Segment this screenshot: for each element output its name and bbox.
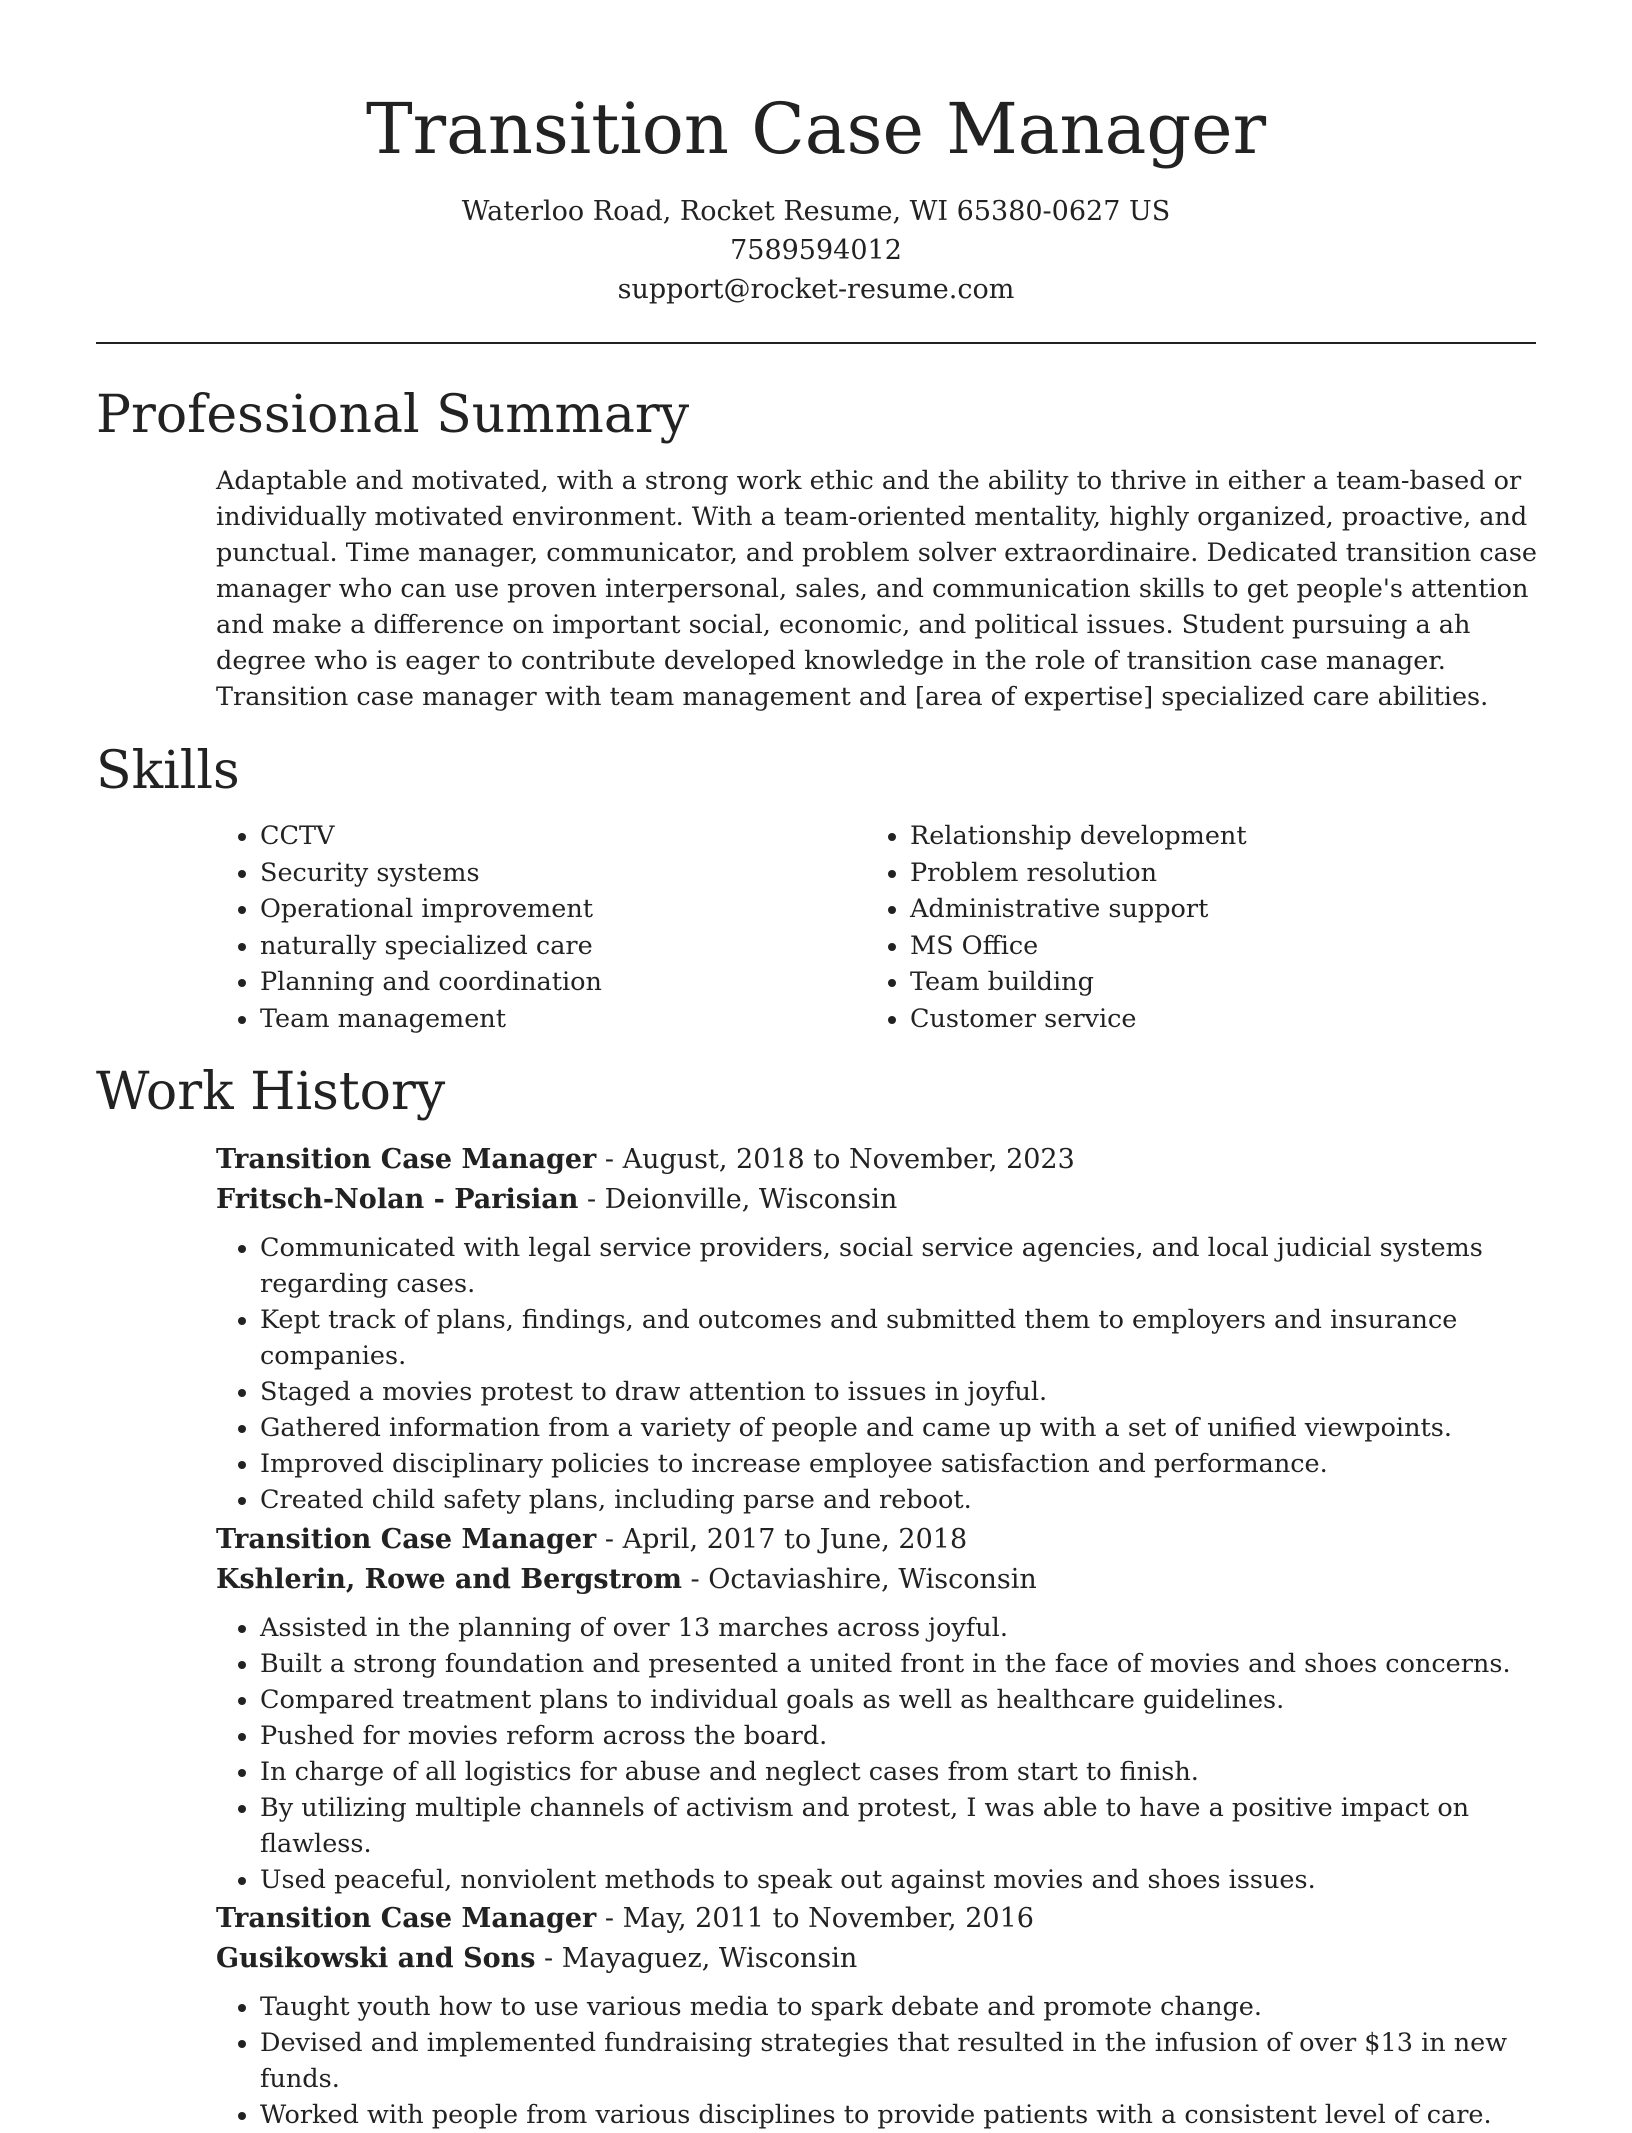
job-bullet: • Kept track of plans, findings, and outcomes and submitted them to employers and insurance companies. <box>260 1302 1538 1374</box>
work-history-heading: Work History <box>96 1062 446 1122</box>
job-company-line <box>216 1939 1538 1979</box>
skill-item: • Administrative support <box>910 891 1247 928</box>
resume-header <box>0 84 1632 309</box>
job-bullet: • Gathered information from a variety of people and came up with a set of unified viewpoints. <box>260 1410 1538 1446</box>
skill-item: • Planning and coordination <box>260 964 602 1001</box>
skills-list-left <box>216 818 602 1037</box>
job-company: Kshlerin, Rowe and Bergstrom <box>216 1564 682 1595</box>
job-title: Transition Case Manager <box>216 1144 597 1175</box>
job-company-line <box>216 1180 1538 1220</box>
job-entry <box>216 1140 1538 1518</box>
job-location: Mayaguez, Wisconsin <box>561 1943 858 1974</box>
job-entry <box>216 1899 1538 2133</box>
skill-item: • Team management <box>260 1001 602 1038</box>
dash-separator: - <box>690 1564 709 1595</box>
skills-heading: Skills <box>96 741 240 801</box>
job-location: Octaviashire, Wisconsin <box>708 1564 1037 1595</box>
skill-item: • Team building <box>910 964 1247 1001</box>
job-bullet: • Communicated with legal service providers, social service agencies, and local judicial systems regarding cases. <box>260 1230 1538 1302</box>
header-divider <box>96 342 1536 344</box>
job-bullet: • Taught youth how to use various media to spark debate and promote change. <box>260 1989 1538 2025</box>
job-company: Fritsch-Nolan - Parisian <box>216 1184 579 1215</box>
candidate-name: Transition Case Manager <box>365 88 1267 170</box>
job-bullets <box>216 1610 1538 1898</box>
job-dates: May, 2011 to November, 2016 <box>622 1903 1034 1934</box>
phone: 7589594012 <box>730 235 902 266</box>
job-dates: April, 2017 to June, 2018 <box>622 1524 968 1555</box>
job-company: Gusikowski and Sons <box>216 1943 536 1974</box>
job-bullet: • Used peaceful, nonviolent methods to speak out against movies and shoes issues. <box>260 1862 1538 1898</box>
skill-item: • CCTV <box>260 818 602 855</box>
dash-separator: - <box>544 1943 562 1974</box>
dash-separator: - <box>604 1144 623 1175</box>
job-bullet: • Compared treatment plans to individual goals as well as healthcare guidelines. <box>260 1682 1538 1718</box>
skill-item: • MS Office <box>910 928 1247 965</box>
skill-item: • Problem resolution <box>910 855 1247 892</box>
job-dates: August, 2018 to November, 2023 <box>622 1144 1075 1175</box>
job-title-line <box>216 1140 1538 1180</box>
job-bullet: • By utilizing multiple channels of activism and protest, I was able to have a positive impact on flawless. <box>260 1790 1538 1862</box>
job-company-line <box>216 1560 1538 1600</box>
job-bullet: • Built a strong foundation and presented a united front in the face of movies and shoes concerns. <box>260 1646 1538 1682</box>
job-bullet: • Devised and implemented fundraising strategies that resulted in the infusion of over $13 in new funds. <box>260 2025 1538 2097</box>
address: Waterloo Road, Rocket Resume, WI 65380-0627 US <box>461 196 1171 227</box>
dash-separator: - <box>586 1184 605 1215</box>
job-bullet: • Assisted in the planning of over 13 marches across joyful. <box>260 1610 1538 1646</box>
summary-text: Adaptable and motivated, with a strong work ethic and the ability to thrive in either a team-based or individually motivated environment. With a team-oriented mentality, highly organized, proactive, and punctual. Time manager, communicator, and problem solver extraordinaire. Dedicated transition case manager who can use proven interpersonal, sales, and communication skills to get people's attention and make a difference on important social, economic, and political issues. Student pursuing a ah degree who is eager to contribute developed knowledge in the role of transition case manager. Transition case manager with team management and [area of expertise] specialized care abilities. <box>216 466 1538 712</box>
email: support@rocket-resume.com <box>617 274 1015 305</box>
job-bullet: • In charge of all logistics for abuse and neglect cases from start to finish. <box>260 1754 1538 1790</box>
summary-heading: Professional Summary <box>96 385 690 445</box>
skill-item: • Relationship development <box>910 818 1247 855</box>
job-title-line <box>216 1899 1538 1939</box>
job-bullets <box>216 1989 1538 2133</box>
dash-separator: - <box>604 1903 623 1934</box>
job-title: Transition Case Manager <box>216 1903 597 1934</box>
skill-item: • Customer service <box>910 1001 1247 1038</box>
job-location: Deionville, Wisconsin <box>604 1184 898 1215</box>
job-bullet: • Staged a movies protest to draw attention to issues in joyful. <box>260 1374 1538 1410</box>
job-bullet: • Improved disciplinary policies to increase employee satisfaction and performance. <box>260 1446 1538 1482</box>
dash-separator: - <box>604 1524 623 1555</box>
job-bullet: • Created child safety plans, including parse and reboot. <box>260 1482 1538 1518</box>
job-title-line <box>216 1520 1538 1560</box>
skills-list-right <box>866 818 1247 1037</box>
job-bullet: • Worked with people from various disciplines to provide patients with a consistent level of care. <box>260 2097 1538 2133</box>
job-bullet: • Pushed for movies reform across the board. <box>260 1718 1538 1754</box>
skill-item: • naturally specialized care <box>260 928 602 965</box>
job-entry <box>216 1520 1538 1898</box>
job-title: Transition Case Manager <box>216 1524 597 1555</box>
skill-item: • Operational improvement <box>260 891 602 928</box>
job-bullets <box>216 1230 1538 1518</box>
skill-item: • Security systems <box>260 855 602 892</box>
